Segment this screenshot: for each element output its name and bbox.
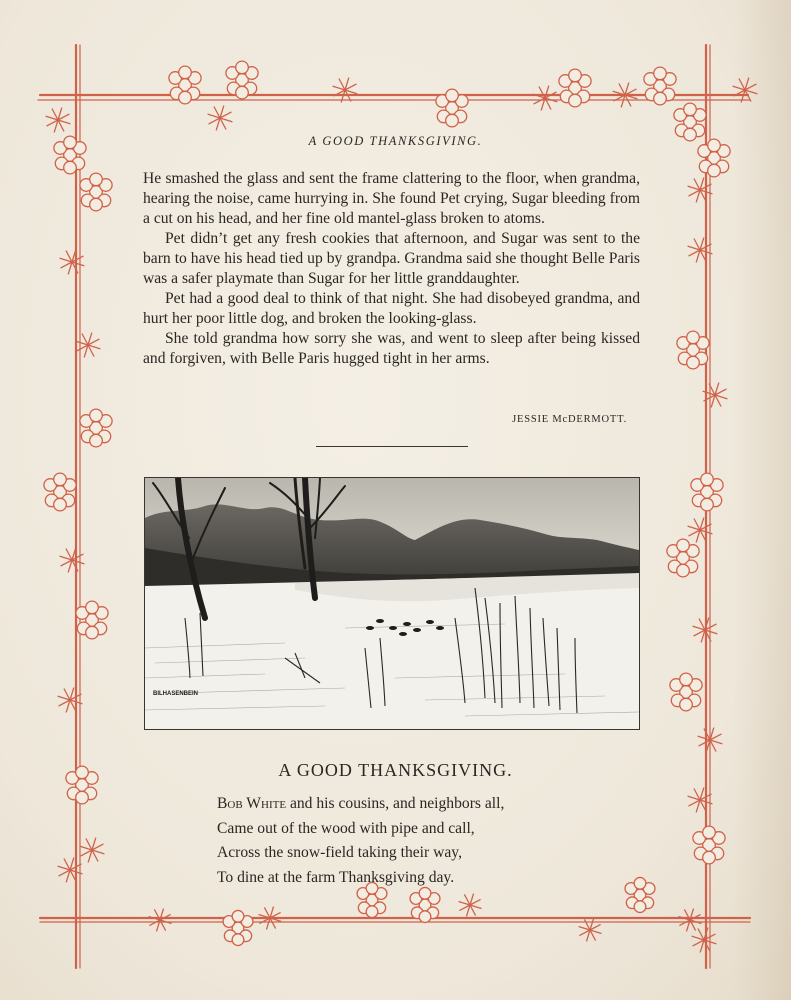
pine-sprig-icon (149, 909, 172, 932)
berry-cluster-icon (410, 887, 440, 922)
berry-cluster-icon (436, 89, 468, 127)
pine-sprig-icon (688, 238, 713, 263)
poem-line: Across the snow-field taking their way, (217, 844, 462, 861)
berry-cluster-icon (691, 473, 723, 511)
pine-sprig-icon (208, 106, 233, 131)
berry-cluster-icon (559, 69, 591, 107)
poem-verse (217, 792, 504, 890)
poem-line: To dine at the farm Thanksgiving day. (217, 868, 455, 886)
author-signature: JESSIE McDERMOTT. (512, 414, 627, 425)
berry-cluster-icon (667, 539, 699, 577)
berry-cluster-icon (677, 331, 709, 369)
berry-cluster-icon (80, 173, 112, 211)
pine-sprig-icon (688, 178, 713, 203)
running-head: A GOOD THANKSGIVING. (308, 134, 483, 148)
poem-line: Came out of the wood with pipe and call, (217, 819, 475, 837)
pine-sprig-icon (76, 333, 101, 358)
berry-cluster-icon (644, 67, 676, 105)
berry-cluster-icon (169, 66, 201, 104)
berry-cluster-icon (76, 601, 108, 639)
pine-sprig-icon (60, 548, 85, 573)
landscape-drawing (145, 478, 639, 729)
pine-sprig-icon (80, 838, 105, 863)
pine-sprig-icon (459, 894, 482, 917)
pine-sprig-icon (679, 909, 702, 932)
pine-sprig-icon (688, 788, 713, 813)
pine-sprig-icon (58, 688, 83, 713)
pine-sprig-icon (688, 518, 713, 543)
pine-sprig-icon (692, 928, 717, 953)
berry-cluster-icon (44, 473, 76, 511)
pine-sprig-icon (46, 108, 71, 133)
winter-landscape-illustration (144, 477, 640, 730)
section-divider (316, 446, 468, 447)
pine-sprig-icon (333, 78, 358, 103)
berry-cluster-icon (226, 61, 258, 99)
story-paragraph: Pet didn’t get any fresh cookies that afternoon, and Sugar was sent to the barn to have his head tied up by grandpa. Grandma said she thought Belle Paris was a safer playmate than Sugar for her little granddaughter. (143, 230, 640, 287)
poem-title: A GOOD THANKSGIVING. (278, 760, 513, 780)
berry-cluster-icon (80, 409, 112, 447)
poem-line: Bob White and his cousins, and neighbors all, (217, 795, 505, 812)
berry-cluster-icon (625, 877, 655, 912)
pine-sprig-icon (58, 858, 83, 883)
berry-cluster-icon (693, 826, 725, 864)
story-paragraph: She told grandma how sorry she was, and went to sleep after being kissed and forgiven, with Belle Paris hugged tight in her arms. (143, 330, 640, 367)
story-paragraph: Pet had a good deal to think of that night. She had disobeyed grandma, and hurt her poor little dog, and broken the looking-glass. (143, 290, 640, 327)
berry-cluster-icon (670, 673, 702, 711)
poem-first-words: Bob White (217, 795, 287, 812)
pine-sprig-icon (533, 86, 558, 111)
artist-signature: BILHASENBEIN (153, 691, 199, 697)
story-paragraph: He smashed the glass and sent the frame clattering to the floor, when grandma, hearing the noise, came hurrying in. She found Pet crying, Sugar bleeding from a cut on his head, and her fine old mantel-glass broken to atoms. (143, 170, 640, 227)
pine-sprig-icon (733, 78, 758, 103)
story-text (143, 169, 640, 369)
pine-sprig-icon (60, 250, 85, 275)
berry-cluster-icon (223, 910, 253, 945)
